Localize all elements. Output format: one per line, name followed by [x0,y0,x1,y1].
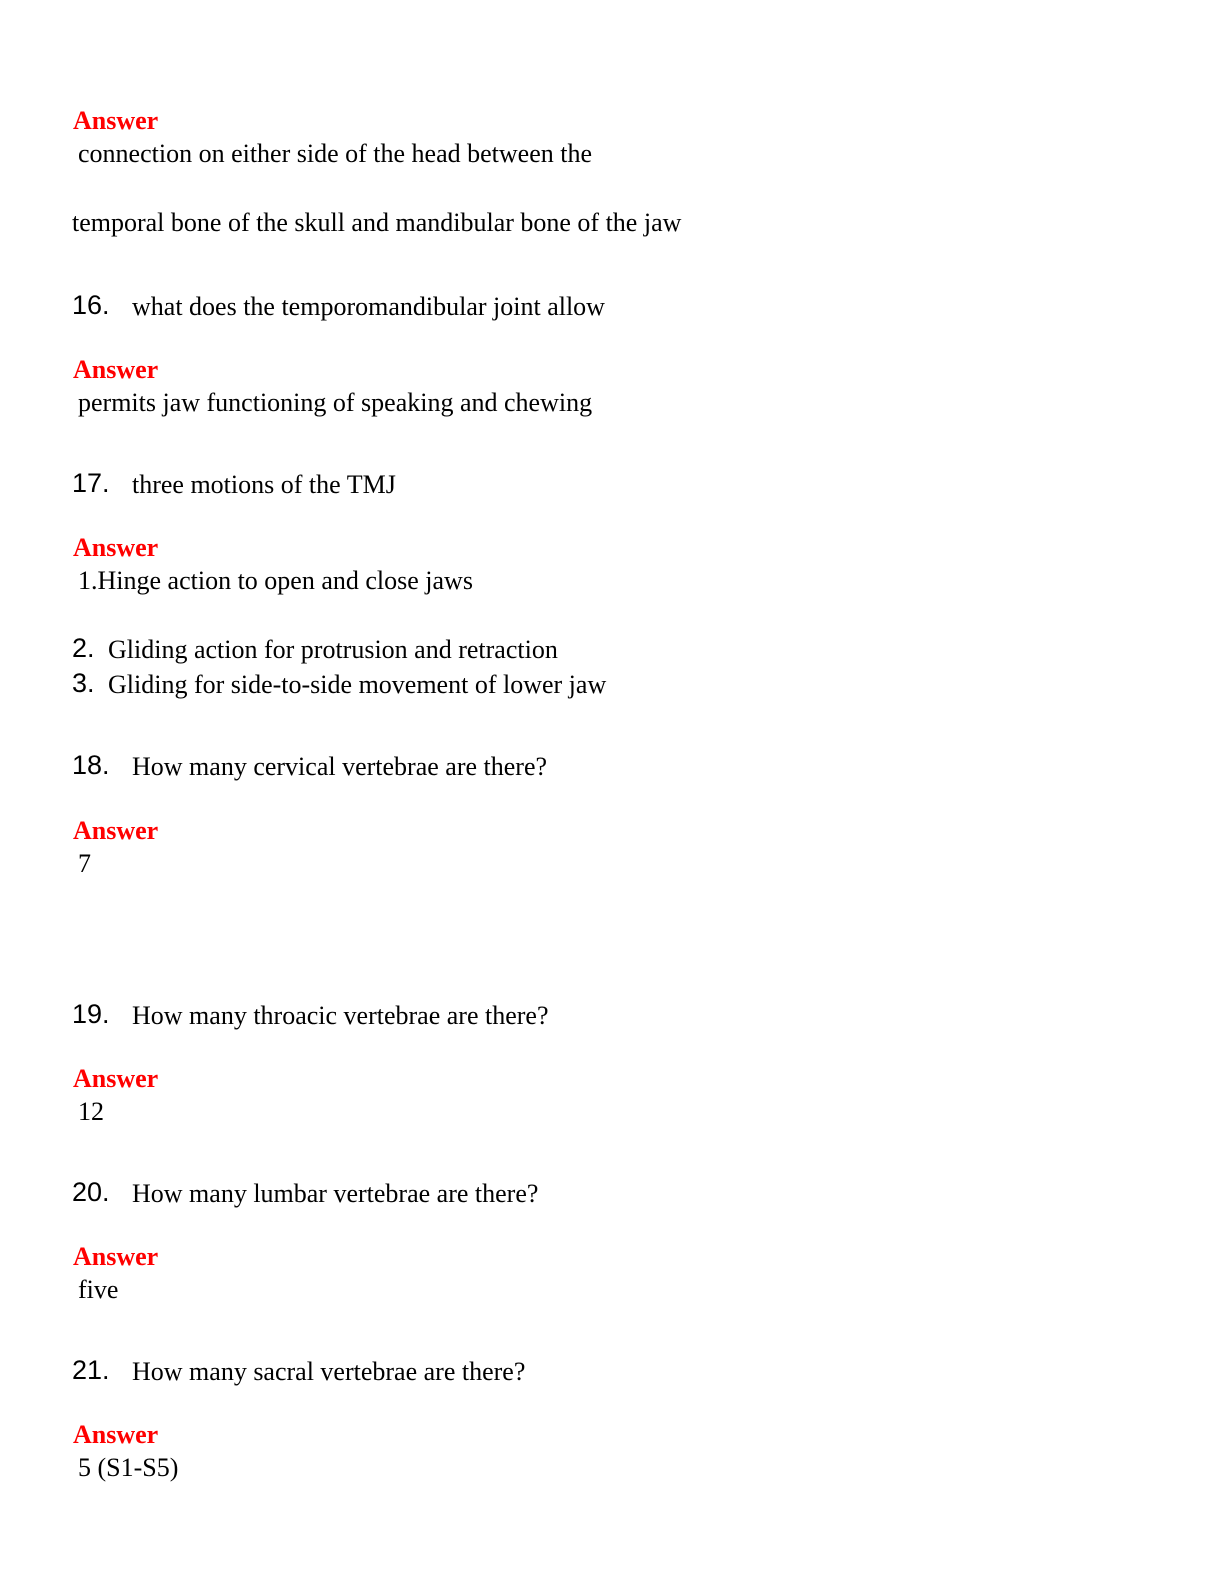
answer-label: Answer [73,816,159,845]
question-text: three motions of the TMJ [132,470,396,499]
answer-text: temporal bone of the skull and mandibular bone of the jaw [72,208,682,237]
list-item-text: Gliding action for protrusion and retraction [108,635,558,664]
question-number: 16. [72,290,110,320]
answer-label: Answer [73,1420,159,1449]
question-text: what does the temporomandibular joint allow [132,292,605,321]
answer-label: Answer [73,1242,159,1271]
answer-label: Answer [73,1064,159,1093]
answer-text: 1.Hinge action to open and close jaws [78,566,473,595]
answer-label: Answer [73,533,159,562]
answer-text: permits jaw functioning of speaking and chewing [78,388,593,417]
question-text: How many throacic vertebrae are there? [132,1001,549,1030]
answer-label: Answer [73,355,159,384]
answer-text: 7 [78,849,91,878]
question-number: 21. [72,1355,110,1385]
answer-text: 12 [78,1097,104,1126]
question-number: 18. [72,750,110,780]
question-number: 20. [72,1177,110,1207]
answer-text: five [78,1275,119,1304]
answer-text: 5 (S1-S5) [78,1453,179,1482]
list-item-text: Gliding for side-to-side movement of lower jaw [108,670,607,699]
question-text: How many cervical vertebrae are there? [132,752,548,781]
question-number: 17. [72,468,110,498]
answer-text: connection on either side of the head between the [78,139,593,168]
question-text: How many sacral vertebrae are there? [132,1357,526,1386]
answer-label: Answer [73,106,159,135]
question-number: 19. [72,999,110,1029]
list-item-number: 2. [72,633,95,663]
question-text: How many lumbar vertebrae are there? [132,1179,539,1208]
list-item-number: 3. [72,668,95,698]
